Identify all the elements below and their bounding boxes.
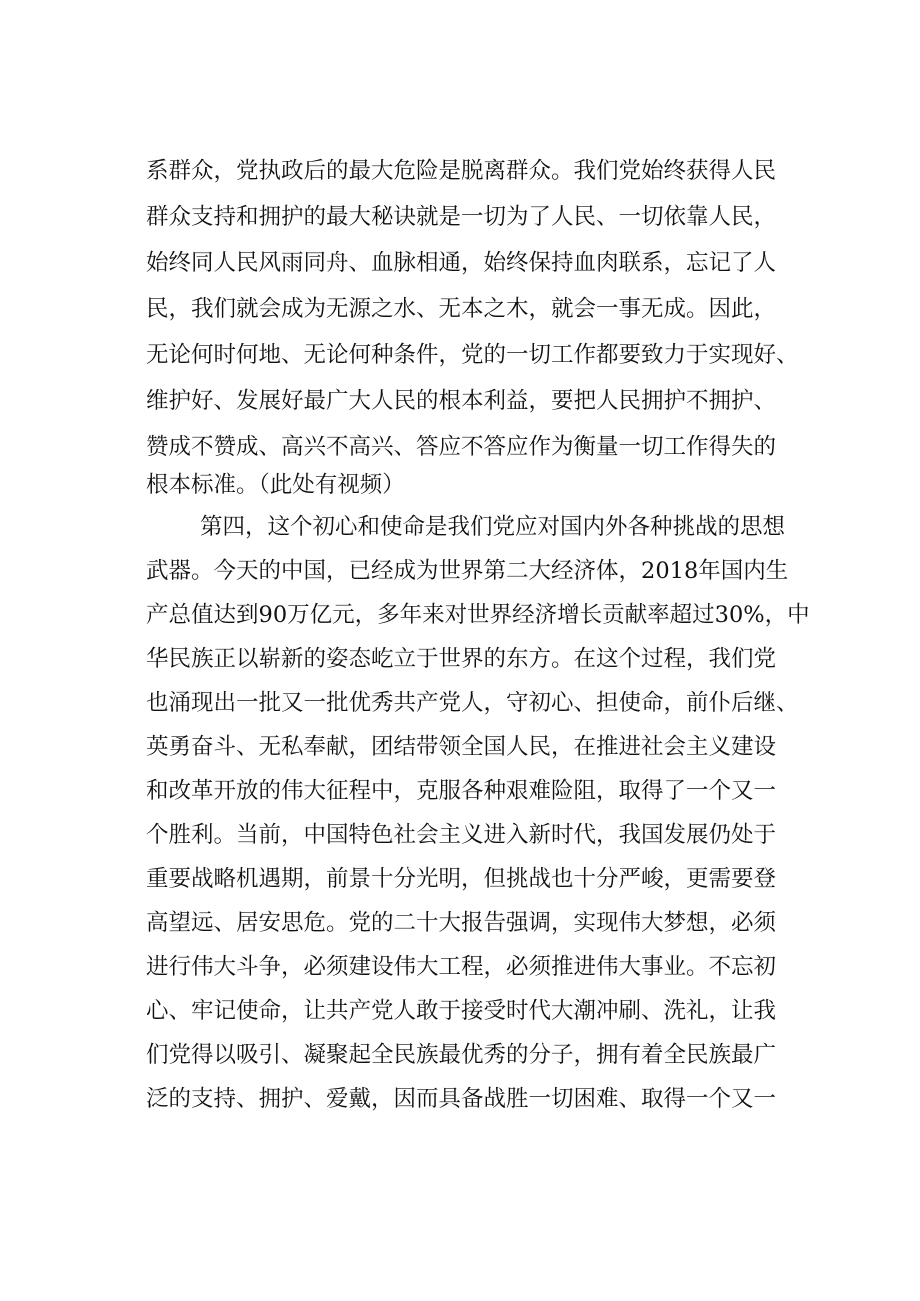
text-line: 产总值达到90万亿元，多年来对世界经济增长贡献率超过30%，中	[146, 602, 810, 628]
paragraph-first-line: 第四，这个初心和使命是我们党应对国内外各种挑战的思想	[200, 514, 786, 540]
text-line: 根本标准。（此处有视频）	[146, 472, 405, 498]
text-line: 武器。今天的中国，已经成为世界第二大经济体，2018年国内生	[146, 558, 789, 584]
text-line: 泛的支持、拥护、爱戴，因而具备战胜一切困难、取得一个又一	[146, 1086, 777, 1112]
text-line: 个胜利。当前，中国特色社会主义进入新时代，我国发展仍处于	[146, 822, 777, 848]
text-line: 和改革开放的伟大征程中，克服各种艰难险阻，取得了一个又一	[146, 778, 777, 804]
text-line: 系群众，党执政后的最大危险是脱离群众。我们党始终获得人民	[146, 158, 777, 184]
text-line: 始终同人民风雨同舟、血脉相通，始终保持血肉联系，忘记了人	[146, 250, 777, 276]
text-line: 进行伟大斗争，必须建设伟大工程，必须推进伟大事业。不忘初	[146, 954, 777, 980]
text-line: 华民族正以崭新的姿态屹立于世界的东方。在这个过程，我们党	[146, 646, 777, 672]
text-line: 无论何时何地、无论何种条件，党的一切工作都要致力于实现好、	[146, 342, 799, 368]
text-line: 维护好、发展好最广大人民的根本利益，要把人民拥护不拥护、	[146, 388, 777, 414]
text-line: 赞成不赞成、高兴不高兴、答应不答应作为衡量一切工作得失的	[146, 434, 777, 460]
text-line: 英勇奋斗、无私奉献，团结带领全国人民，在推进社会主义建设	[146, 734, 777, 760]
text-line: 重要战略机遇期，前景十分光明，但挑战也十分严峻，更需要登	[146, 866, 777, 892]
text-line: 高望远、居安思危。党的二十大报告强调，实现伟大梦想，必须	[146, 910, 777, 936]
text-line: 群众支持和拥护的最大秘诀就是一切为了人民、一切依靠人民，	[146, 204, 777, 230]
text-line: 们党得以吸引、凝聚起全民族最优秀的分子，拥有着全民族最广	[146, 1042, 777, 1068]
text-line: 也涌现出一批又一批优秀共产党人，守初心、担使命，前仆后继、	[146, 690, 799, 716]
text-line: 心、牢记使命，让共产党人敢于接受时代大潮冲刷、洗礼，让我	[146, 998, 777, 1024]
text-line: 民，我们就会成为无源之水、无本之木，就会一事无成。因此，	[146, 296, 777, 322]
